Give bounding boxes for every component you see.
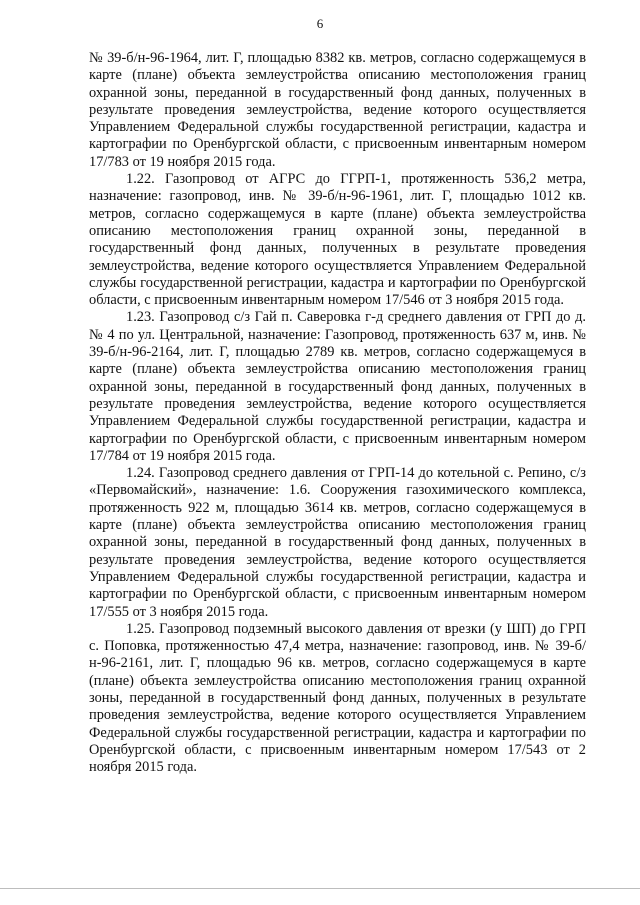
- paragraph-1-25: 1.25. Газопровод подземный высокого давления от врезки (у ШП) до ГРП с. Поповка, протяженностью 47,4 метра, назначение: газопровод, инв. № 39-б/н-96-2161, лит. Г, площадью 96 кв. метров, согласно содержащемуся в карте (плане) объекта землеустройства описанию местоположения границ охранной зоны, переданной в государственный фонд данных, полученных в результате проведения землеустройства, ведение которого осуществляется Управлением Федеральной службы государственной регистрации, кадастра и картографии по Оренбургской области, с присвоенным инвентарным номером 17/543 от 2 ноября 2015 года.: [89, 620, 586, 776]
- document-body: [89, 50, 586, 776]
- page-number: 6: [316, 16, 324, 31]
- paragraph-continuation: № 39-б/н-96-1964, лит. Г, площадью 8382 кв. метров, согласно содержащемуся в карте (плане) объекта землеустройства описанию местоположения границ охранной зоны, переданной в государственный фонд данных, полученных в результате проведения землеустройства, ведение которого осуществляется Управлением Федеральной службы государственной регистрации, кадастра и картографии по Оренбургской области, с присвоенным инвентарным номером 17/783 от 19 ноября 2015 года.: [89, 50, 586, 170]
- scan-edge-divider: [0, 888, 640, 889]
- paragraph-1-22: 1.22. Газопровод от АГРС до ГГРП-1, протяженность 536,2 метра, назначение: газопровод, инв. № 39-б/н-96-1961, лит. Г, площадью 1012 кв. метров, согласно содержащемуся в карте (плане) объекта землеустройства описанию местоположения границ охранной зоны, переданной в государственный фонд данных, полученных в результате проведения землеустройства, ведение которого осуществляется Управлением Федеральной службы государственной регистрации, кадастра и картографии по Оренбургской области, с присвоенным инвентарным номером 17/546 от 3 ноября 2015 года.: [89, 171, 586, 309]
- paragraph-1-24: 1.24. Газопровод среднего давления от ГРП-14 до котельной с. Репино, с/з «Первомайский», назначение: 1.6. Сооружения газохимического комплекса, протяженность 922 м, площадью 3614 кв. метров, согласно содержащемуся в карте (плане) объекта землеустройства описанию местоположения границ охранной зоны, переданной в государственный фонд данных, полученных в результате проведения землеустройства, ведение которого осуществляется Управлением Федеральной службы государственной регистрации, кадастра и картографии по Оренбургской области, с присвоенным инвентарным номером 17/555 от 3 ноября 2015 года.: [89, 465, 586, 620]
- paragraph-1-23: 1.23. Газопровод с/з Гай п. Саверовка г-д среднего давления от ГРП до д. № 4 по ул. Центральной, назначение: Газопровод, протяженность 637 м, инв. № 39-б/н-96-2164, лит. Г, площадью 2789 кв. метров, согласно содержащемуся в карте (плане) объекта землеустройства описанию местоположения границ охранной зоны, переданной в государственный фонд данных, полученных в результате проведения землеустройства, ведение которого осуществляется Управлением Федеральной службы государственной регистрации, кадастра и картографии по Оренбургской области, с присвоенным инвентарным номером 17/784 от 19 ноября 2015 года.: [89, 309, 586, 464]
